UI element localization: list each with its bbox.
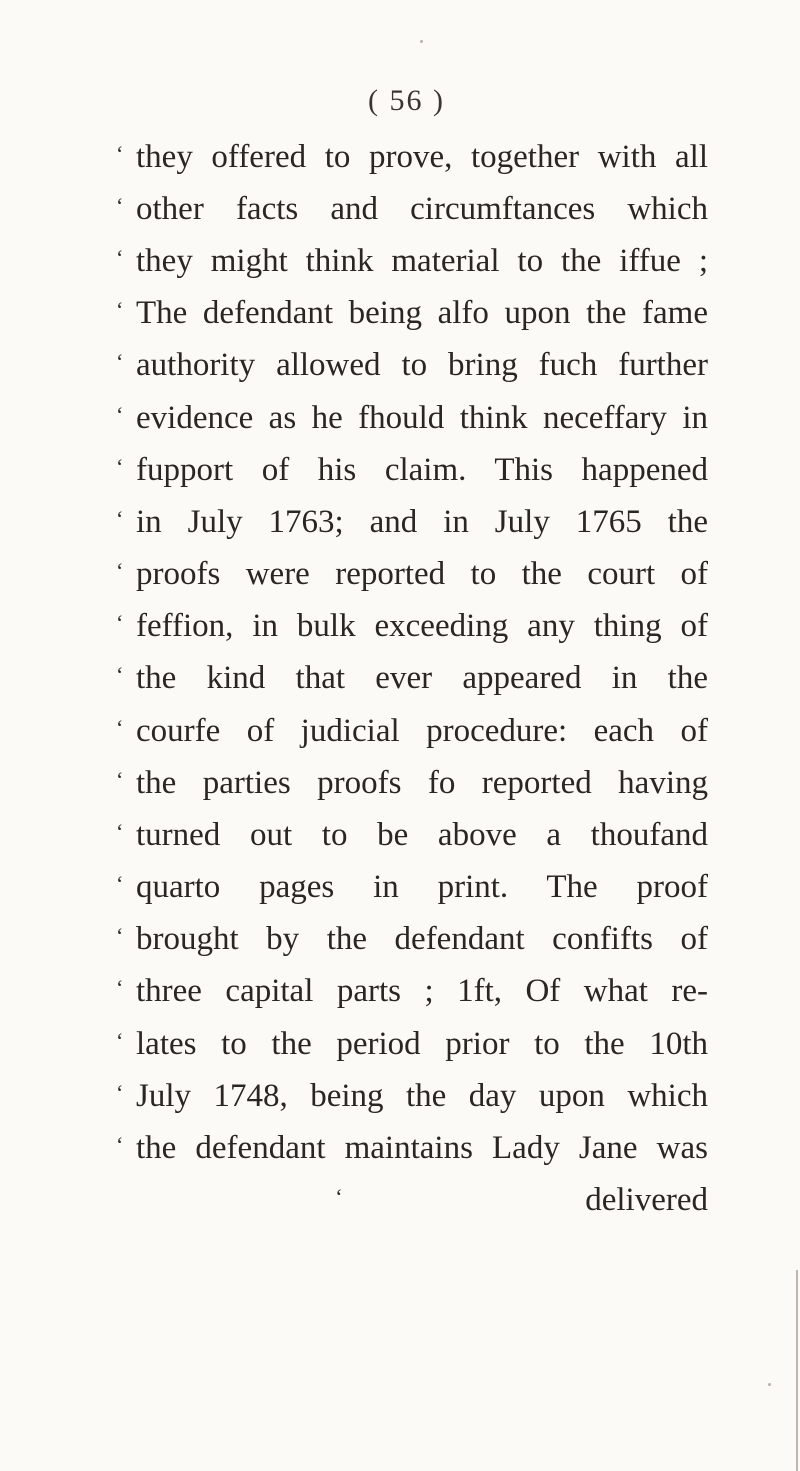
- line-text: the defendant maintains Lady Jane was: [136, 1130, 708, 1166]
- text-line-16: ‘ brought by the defendant confifts of: [116, 921, 708, 957]
- line-text: evidence as he fhould think neceffary in: [136, 400, 708, 436]
- text-line-3: ‘ they might think material to the iffue ;: [116, 243, 708, 279]
- text-line-10: ‘ feffion, in bulk exceeding any thing of: [116, 608, 708, 644]
- text-line-8: ‘ in July 1763; and in July 1765 the: [116, 504, 708, 540]
- line-text: lates to the period prior to the 10th: [136, 1026, 708, 1062]
- text-line-2: ‘ other facts and circumftances which: [116, 191, 708, 227]
- catchword-line: ‘ delivered: [335, 1182, 708, 1218]
- text-line-17: ‘ three capital parts ; 1ft, Of what re-: [116, 973, 708, 1009]
- line-text: in July 1763; and in July 1765 the: [136, 504, 708, 540]
- line-text: fupport of his claim. This happened: [136, 452, 708, 488]
- text-line-7: ‘ fupport of his claim. This happened: [116, 452, 708, 488]
- line-text: July 1748, being the day upon which: [136, 1078, 708, 1114]
- line-text: brought by the defendant confifts of: [136, 921, 708, 957]
- paper-speck: [420, 40, 423, 43]
- catchword: delivered: [585, 1182, 708, 1218]
- text-line-11: ‘ the kind that ever appeared in the: [116, 660, 708, 696]
- page-edge-shadow: [796, 1270, 798, 1471]
- line-text: the kind that ever appeared in the: [136, 660, 708, 696]
- line-text: The defendant being alfo upon the fame: [136, 295, 708, 331]
- line-text: they offered to prove, together with all: [136, 139, 708, 175]
- line-text: they might think material to the iffue ;: [136, 243, 708, 279]
- text-line-9: ‘ proofs were reported to the court of: [116, 556, 708, 592]
- text-line-6: ‘ evidence as he fhould think neceffary in: [116, 400, 708, 436]
- text-line-13: ‘ the parties proofs fo reported having: [116, 765, 708, 801]
- text-line-4: ‘ The defendant being alfo upon the fame: [116, 295, 708, 331]
- line-text: courfe of judicial procedure: each of: [136, 713, 708, 749]
- line-text: the parties proofs fo reported having: [136, 765, 708, 801]
- page-number: ( 56 ): [368, 84, 445, 117]
- text-line-5: ‘ authority allowed to bring fuch further: [116, 347, 708, 383]
- line-text: other facts and circumftances which: [136, 191, 708, 227]
- text-line-18: ‘ lates to the period prior to the 10th: [116, 1026, 708, 1062]
- text-line-12: ‘ courfe of judicial procedure: each of: [116, 713, 708, 749]
- line-text: three capital parts ; 1ft, Of what re-: [136, 973, 708, 1009]
- line-text: turned out to be above a thoufand: [136, 817, 708, 853]
- text-line-20: ‘ the defendant maintains Lady Jane was: [116, 1130, 708, 1166]
- paper-speck: [768, 1383, 771, 1386]
- line-text: quarto pages in print. The proof: [136, 869, 708, 905]
- line-text: authority allowed to bring fuch further: [136, 347, 708, 383]
- line-text: proofs were reported to the court of: [136, 556, 708, 592]
- text-line-1: ‘ they offered to prove, together with all: [116, 139, 708, 175]
- text-line-19: ‘ July 1748, being the day upon which: [116, 1078, 708, 1114]
- line-text: feffion, in bulk exceeding any thing of: [136, 608, 708, 644]
- text-line-14: ‘ turned out to be above a thoufand: [116, 817, 708, 853]
- text-line-15: ‘ quarto pages in print. The proof: [116, 869, 708, 905]
